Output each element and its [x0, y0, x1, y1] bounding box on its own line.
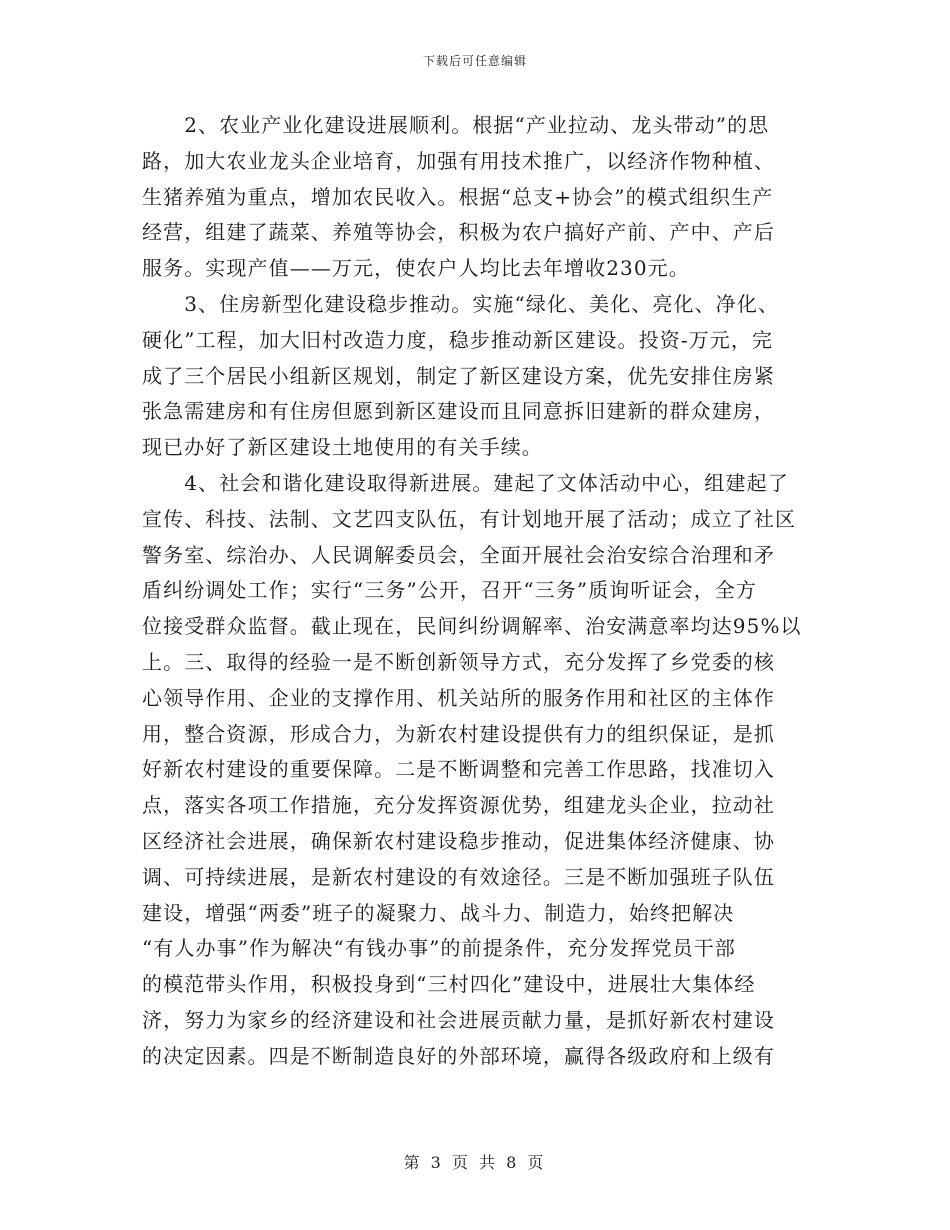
body-line: 的决定因素。四是不断制造良好的外部环境，赢得各级政府和上级有 — [142, 1043, 775, 1068]
body-line: 区经济社会进展，确保新农村建设稳步推动，促进集体经济健康、协 — [142, 828, 775, 853]
body-line: 建设，增强“两委”班子的凝聚力、战斗力、制造力，始终把解决 — [142, 900, 735, 925]
body-line: 调、可持续进展，是新农村建设的有效途径。三是不断加强班子队伍 — [142, 864, 775, 889]
body-line: 位接受群众监督。截止现在，民间纠纷调解率、治安满意率均达95%以 — [142, 614, 802, 639]
body-line: 硬化”工程，加大旧村改造力度，稳步推动新区建设。投资-万元，完 — [142, 327, 774, 352]
body-line: 经营，组建了蔬菜、养殖等协会，积极为农户搞好产前、产中、产后 — [142, 220, 775, 245]
body-line: 宣传、科技、法制、文艺四支队伍，有计划地开展了活动；成立了社区 — [142, 506, 797, 531]
body-line: “有人办事”作为解决“有钱办事”的前提条件，充分发挥党员干部 — [142, 936, 736, 961]
page-number-footer: 第 3 页 共 8 页 — [403, 1153, 547, 1172]
body-line: 3、住房新型化建设稳步推动。实施“绿化、美化、亮化、净化、 — [142, 291, 780, 316]
body-line: 路，加大农业龙头企业培育，加强有用技术推广，以经济作物种植、 — [142, 148, 775, 173]
body-line: 的模范带头作用，积极投身到“三村四化”建设中，进展壮大集体经 — [142, 972, 756, 997]
body-line: 济，努力为家乡的经济建设和社会进展贡献力量，是抓好新农村建设 — [142, 1007, 775, 1032]
body-line: 心领导作用、企业的支撑作用、机关站所的服务作用和社区的主体作 — [142, 685, 775, 710]
body-line: 点，落实各项工作措施，充分发挥资源优势，组建龙头企业，拉动社 — [142, 793, 775, 818]
body-line: 现已办好了新区建设土地使用的有关手续。 — [142, 435, 543, 460]
body-line: 张急需建房和有住房但愿到新区建设而且同意拆旧建新的群众建房， — [142, 399, 775, 424]
page-header: 下载后可任意编辑 — [422, 54, 527, 68]
body-line: 2、农业产业化建设进展顺利。根据“产业拉动、龙头带动”的思 — [142, 113, 770, 137]
body-line: 4、社会和谐化建设取得新进展。建起了文体活动中心，组建起了 — [142, 470, 789, 495]
document-body — [142, 108, 810, 1075]
body-line: 上。三、取得的经验一是不断创新领导方式，充分发挥了乡党委的核 — [142, 649, 775, 674]
body-line: 警务室、综治办、人民调解委员会，全面开展社会治安综合治理和矛 — [142, 542, 775, 567]
body-line: 生猪养殖为重点，增加农民收入。根据“总支+协会”的模式组织生产 — [142, 184, 774, 209]
body-line: 盾纠纷调处工作；实行“三务”公开，召开“三务”质询听证会，全方 — [142, 578, 757, 603]
body-line: 成了三个居民小组新区规划，制定了新区建设方案，优先安排住房紧 — [142, 363, 775, 388]
body-line: 好新农村建设的重要保障。二是不断调整和完善工作思路，找准切入 — [142, 757, 775, 782]
body-line: 服务。实现产值——万元，使农户人均比去年增收230元。 — [142, 256, 690, 281]
body-line: 用，整合资源，形成合力，为新农村建设提供有力的组织保证，是抓 — [142, 721, 775, 746]
